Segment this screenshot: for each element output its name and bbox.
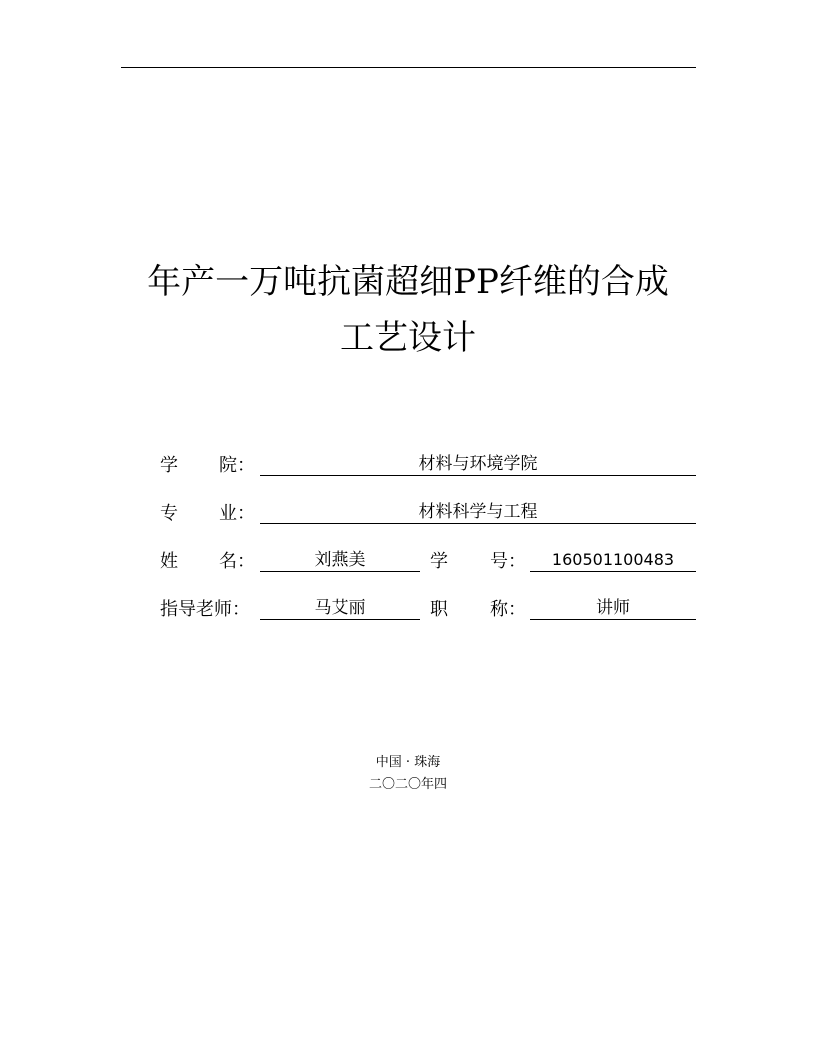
footer-date: 二〇二〇年四	[368, 777, 447, 792]
major-label-char-2: 业：	[219, 503, 255, 524]
college-label-char-1: 学	[160, 455, 178, 476]
advisor-title-label-char-2: 称：	[490, 599, 526, 620]
major-label-char-1: 专	[160, 503, 178, 524]
advisor-label: 指导老师：	[160, 599, 250, 620]
college-label-char-2: 院：	[219, 455, 255, 476]
advisor-title-value: 讲师	[530, 597, 696, 620]
student-id-label-char-2: 号：	[490, 551, 526, 572]
thesis-title-line-1: 年产一万吨抗菌超细PP纤维的合成	[147, 262, 669, 302]
major-value: 材料科学与工程	[260, 501, 696, 524]
footer-location: 中国 · 珠海	[375, 755, 441, 770]
name-label-char-2: 名：	[219, 551, 255, 572]
name-value: 刘燕美	[260, 549, 420, 572]
thesis-title-line-2: 工艺设计	[340, 318, 476, 358]
student-id-label-char-1: 学	[430, 551, 448, 572]
name-label-char-1: 姓	[160, 551, 178, 572]
college-value: 材料与环境学院	[260, 453, 696, 476]
advisor-title-label-char-1: 职	[430, 599, 448, 620]
student-id-value: 160501100483	[530, 549, 696, 572]
header-rule	[121, 67, 696, 68]
advisor-value: 马艾丽	[260, 597, 420, 620]
